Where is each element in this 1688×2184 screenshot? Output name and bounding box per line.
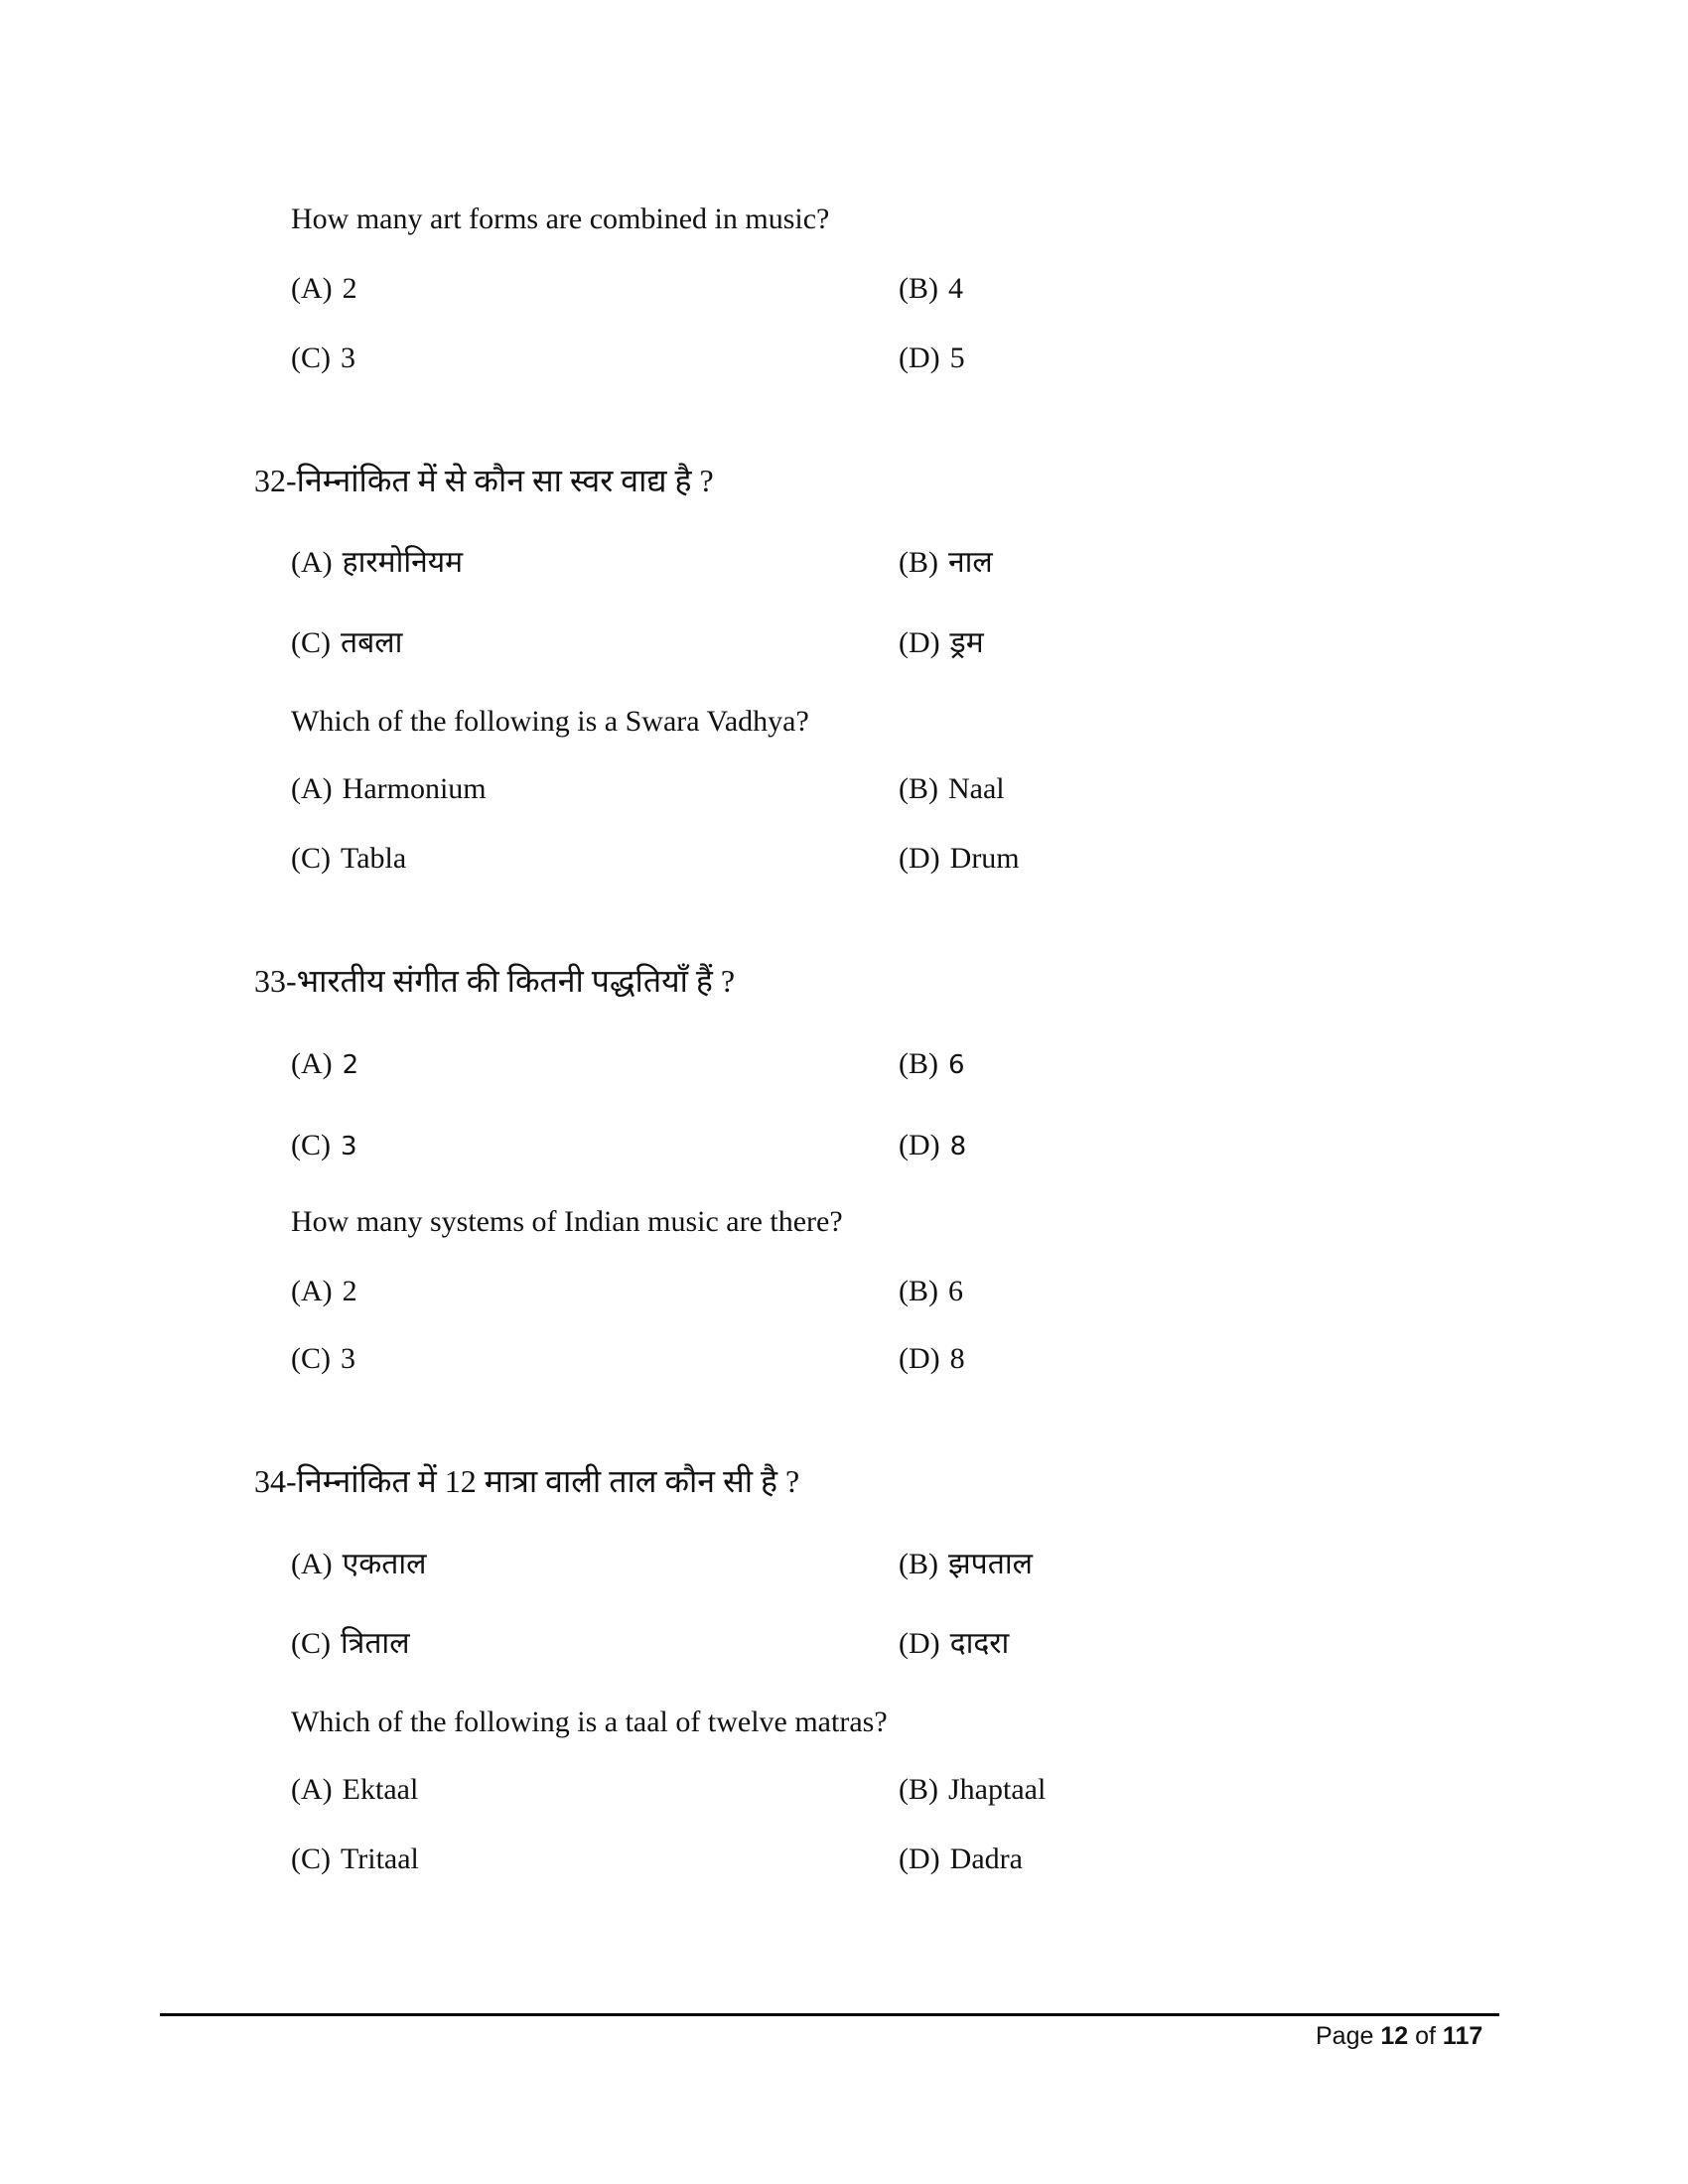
question-34-hindi-option-c bbox=[291, 1629, 410, 1659]
question-32-english-text: Which of the following is a Swara Vadhya? bbox=[291, 705, 809, 738]
question-32-english-option-b bbox=[899, 774, 1005, 804]
option-text: दादरा bbox=[949, 1627, 1010, 1660]
question-34-hindi-option-a bbox=[291, 1550, 427, 1579]
question-33-hindi-option-b bbox=[899, 1049, 965, 1079]
of-word: of bbox=[1415, 2022, 1436, 2050]
option-label: (C) bbox=[291, 1342, 331, 1375]
option-text: 3 bbox=[341, 1342, 355, 1375]
option-text: 5 bbox=[949, 341, 965, 374]
question-31-option-d bbox=[899, 343, 965, 373]
question-34-english-option-b bbox=[899, 1775, 1046, 1805]
current-page: 12 bbox=[1380, 2022, 1409, 2050]
question-32-hindi bbox=[254, 465, 714, 496]
option-label: (A) bbox=[291, 1047, 333, 1080]
option-text: 3 bbox=[341, 341, 355, 374]
question-32-hindi-option-b bbox=[899, 548, 993, 578]
option-text: 6 bbox=[948, 1050, 965, 1080]
option-label: (D) bbox=[899, 842, 940, 875]
question-text: निम्नांकित में से कौन सा स्वर वाद्य है ? bbox=[296, 463, 714, 498]
question-33-english-text: How many systems of Indian music are there? bbox=[291, 1205, 843, 1238]
question-33-hindi-option-d bbox=[899, 1131, 966, 1160]
option-label: (D) bbox=[899, 1342, 940, 1375]
option-label: (B) bbox=[899, 1047, 938, 1080]
option-text: Naal bbox=[948, 772, 1005, 805]
question-text: भारतीय संगीत की कितनी पद्धतियाँ हैं ? bbox=[296, 963, 736, 999]
question-32-hindi-option-d bbox=[899, 628, 984, 658]
option-label: (C) bbox=[291, 1843, 331, 1875]
option-label: (A) bbox=[291, 1548, 333, 1580]
option-text: एकताल bbox=[342, 1548, 427, 1580]
option-label: (A) bbox=[291, 772, 333, 805]
option-label: (C) bbox=[291, 1627, 331, 1660]
question-33-hindi-option-c bbox=[291, 1131, 357, 1160]
option-label: (D) bbox=[899, 1843, 940, 1875]
total-pages: 117 bbox=[1442, 2022, 1483, 2050]
option-text: 2 bbox=[342, 1275, 357, 1307]
option-text: हारमोनियम bbox=[342, 546, 464, 579]
question-32-hindi-option-a bbox=[291, 548, 463, 578]
option-label: (B) bbox=[899, 1548, 938, 1580]
option-text: Tritaal bbox=[341, 1843, 419, 1875]
question-34-english-option-a bbox=[291, 1775, 418, 1805]
option-text: झपताल bbox=[948, 1548, 1033, 1580]
option-label: (D) bbox=[899, 626, 940, 659]
option-label: (C) bbox=[291, 842, 331, 875]
question-34-hindi bbox=[254, 1465, 799, 1497]
option-text: तबला bbox=[341, 626, 403, 659]
question-34-english-text: Which of the following is a taal of twelve matras? bbox=[291, 1706, 888, 1738]
question-33-english-option-b bbox=[899, 1277, 963, 1306]
option-label: (A) bbox=[291, 1275, 333, 1307]
option-label: (B) bbox=[899, 272, 938, 305]
option-text: 2 bbox=[342, 1050, 359, 1080]
footer-divider bbox=[160, 2013, 1499, 2016]
option-text: 4 bbox=[948, 272, 963, 305]
option-text: नाल bbox=[948, 546, 993, 579]
option-label: (A) bbox=[291, 272, 333, 305]
question-32-hindi-option-c bbox=[291, 628, 402, 658]
option-label: (C) bbox=[291, 626, 331, 659]
option-label: (B) bbox=[899, 772, 938, 805]
option-label: (D) bbox=[899, 1129, 940, 1161]
question-33-english-option-d bbox=[899, 1344, 965, 1374]
question-text: निम्नांकित में 12 मात्रा वाली ताल कौन सी है ? bbox=[296, 1463, 800, 1499]
option-text: Harmonium bbox=[342, 772, 487, 805]
question-32-english-option-a bbox=[291, 774, 487, 804]
option-label: (B) bbox=[899, 546, 938, 579]
question-31-option-c bbox=[291, 343, 355, 373]
question-number: 32- bbox=[254, 463, 297, 498]
question-34-hindi-option-b bbox=[899, 1550, 1033, 1579]
question-number: 34- bbox=[254, 1463, 297, 1499]
option-text: 8 bbox=[949, 1342, 965, 1375]
question-32-english-option-d bbox=[899, 844, 1020, 874]
page-word: Page bbox=[1316, 2022, 1374, 2050]
option-text: Tabla bbox=[341, 842, 407, 875]
option-label: (C) bbox=[291, 341, 331, 374]
question-33-hindi bbox=[254, 965, 735, 997]
option-text: Drum bbox=[949, 842, 1020, 875]
option-label: (D) bbox=[899, 341, 940, 374]
option-label: (A) bbox=[291, 546, 333, 579]
option-label: (B) bbox=[899, 1773, 938, 1806]
question-34-english-option-d bbox=[899, 1844, 1023, 1874]
option-text: Dadra bbox=[949, 1843, 1023, 1875]
option-text: Jhaptaal bbox=[948, 1773, 1047, 1806]
question-33-english-option-a bbox=[291, 1277, 357, 1306]
option-label: (B) bbox=[899, 1275, 938, 1307]
question-34-english-option-c bbox=[291, 1844, 419, 1874]
option-label: (C) bbox=[291, 1129, 331, 1161]
question-31-english-text: How many art forms are combined in music? bbox=[291, 203, 830, 235]
page-number bbox=[1316, 2022, 1482, 2051]
question-number: 33- bbox=[254, 963, 297, 999]
option-text: Ektaal bbox=[342, 1773, 419, 1806]
question-31-option-b bbox=[899, 274, 963, 304]
option-text: त्रिताल bbox=[341, 1627, 410, 1660]
question-33-english-option-c bbox=[291, 1344, 355, 1374]
option-text: ड्रम bbox=[949, 626, 984, 659]
option-text: 8 bbox=[949, 1132, 967, 1161]
option-text: 3 bbox=[341, 1132, 357, 1161]
question-33-hindi-option-a bbox=[291, 1049, 358, 1079]
question-32-english-option-c bbox=[291, 844, 406, 874]
option-text: 2 bbox=[342, 272, 357, 305]
question-31-option-a bbox=[291, 274, 357, 304]
option-label: (A) bbox=[291, 1773, 333, 1806]
option-label: (D) bbox=[899, 1627, 940, 1660]
option-text: 6 bbox=[948, 1275, 963, 1307]
question-34-hindi-option-d bbox=[899, 1629, 1009, 1659]
